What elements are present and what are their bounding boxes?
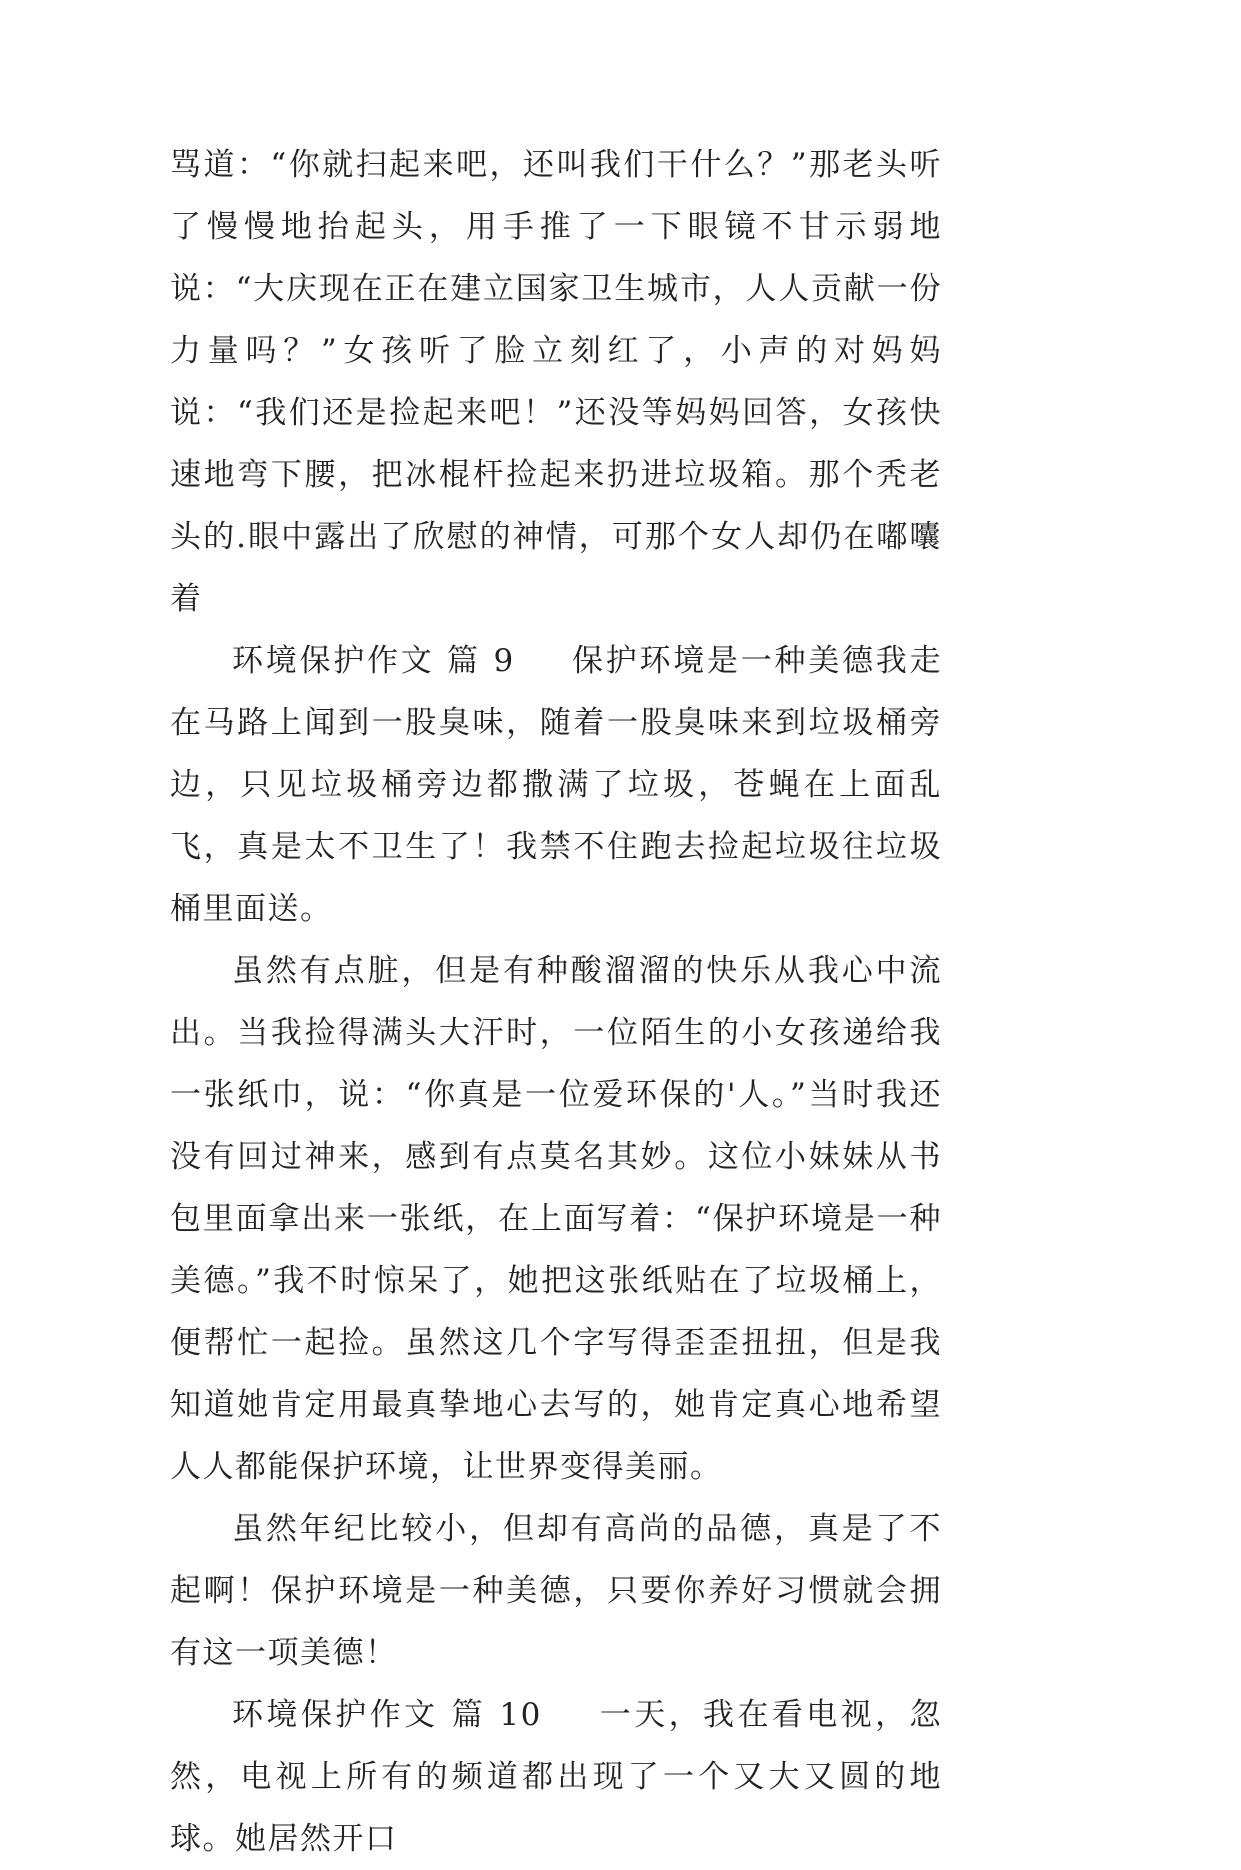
- paragraph-1-text: 骂道：“你就扫起来吧，还叫我们干什么？”那老头听了慢慢地抬起头，用手推了一下眼镜不甘示弱地说：“大庆现在正在建立国家卫生城市，人人贡献一份力量吗？”女孩听了脸立刻红了，小声的对妈妈说：“我们还是捡起来吧！”还没等妈妈回答，女孩快速地弯下腰，把冰棍杆捡起来扔进垃圾箱。那个秃老头的.眼中露出了欣慰的神情，可那个女人却仍在嘟囔着: [170, 147, 942, 617]
- paragraph-5: [170, 1684, 942, 1870]
- paragraph-2: [170, 630, 942, 940]
- document-page: [170, 134, 942, 1870]
- paragraph-4-text: 虽然年纪比较小，但却有高尚的品德，真是了不起啊！保护环境是一种美德，只要你养好习惯就会拥有这一项美德！: [170, 1511, 942, 1671]
- paragraph-3: [170, 940, 942, 1498]
- essay-heading-9: 环境保护作文 篇 9: [232, 643, 515, 679]
- paragraph-3-text: 虽然有点脏，但是有种酸溜溜的快乐从我心中流出。当我捡得满头大汗时，一位陌生的小女孩递给我一张纸巾，说：“你真是一位爱环保的'人。”当时我还没有回过神来，感到有点莫名其妙。这位小妹妹从书包里面拿出来一张纸，在上面写着：“保护环境是一种美德。”我不时惊呆了，她把这张纸贴在了垃圾桶上，便帮忙一起捡。虽然这几个字写得歪歪扭扭，但是我知道她肯定用最真挚地心去写的，她肯定真心地希望人人都能保护环境，让世界变得美丽。: [170, 953, 942, 1485]
- paragraph-5-text: 一天，我在看电视，忽然，电视上所有的频道都出现了一个又大又圆的地球。她居然开口: [170, 1697, 943, 1857]
- paragraph-2-text: 保护环境是一种美德我走在马路上闻到一股臭味，随着一股臭味来到垃圾桶旁边，只见垃圾桶旁边都撒满了垃圾，苍蝇在上面乱飞，真是太不卫生了！我禁不住跑去捡起垃圾往垃圾桶里面送。: [170, 643, 943, 927]
- paragraph-4: [170, 1498, 942, 1684]
- essay-heading-10: 环境保护作文 篇 10: [232, 1697, 542, 1733]
- paragraph-1: [170, 134, 942, 630]
